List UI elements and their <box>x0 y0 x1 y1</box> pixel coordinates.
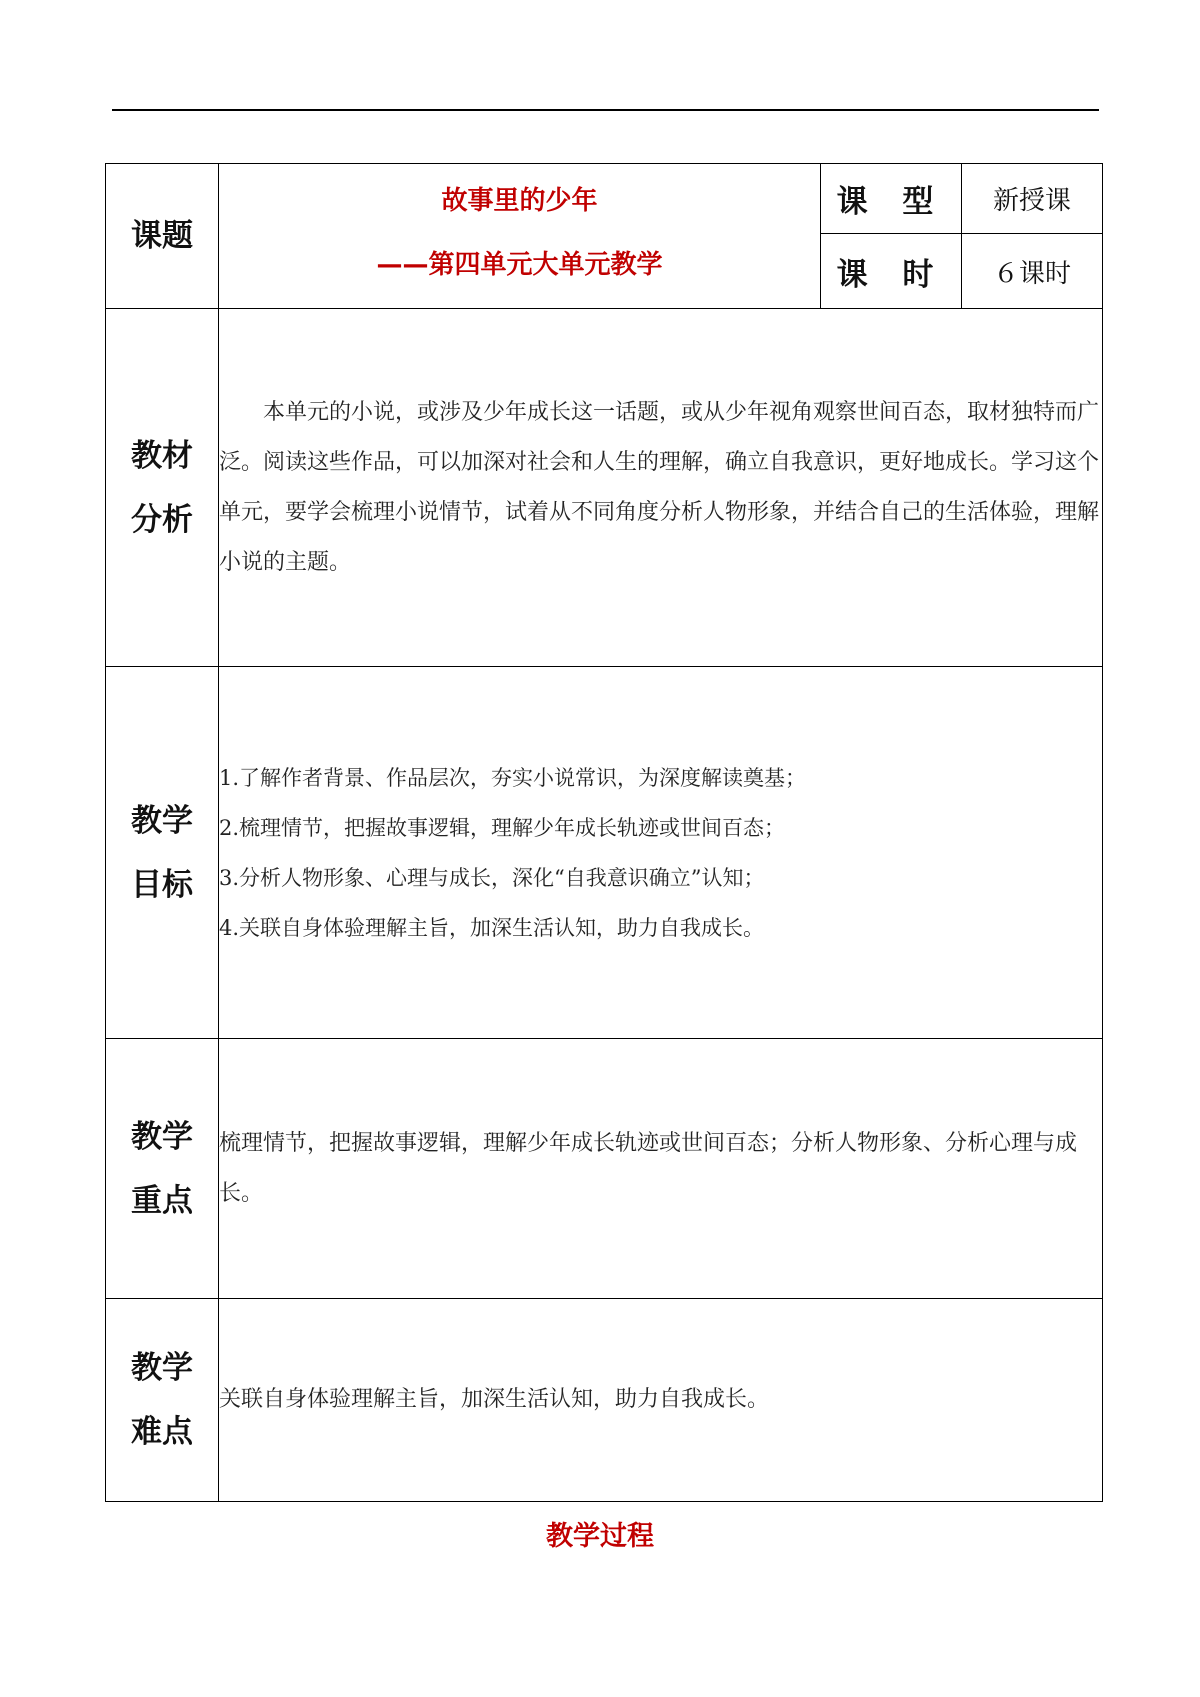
key-points-label-line1: 教学 <box>131 1118 193 1155</box>
objectives-label-line2: 目标 <box>131 866 193 903</box>
objectives-cell <box>219 667 1103 1039</box>
key-points-cell <box>219 1039 1103 1299</box>
lesson-type-label: 课 型 <box>821 164 962 234</box>
key-points-label <box>106 1039 219 1299</box>
analysis-text: 本单元的小说，或涉及少年成长这一话题，或从少年视角观察世间百态，取材独特而广泛。阅读这些作品，可以加深对社会和人生的理解，确立自我意识，更好地成长。学习这个单元，要学会梳理小说情节，试着从不同角度分析人物形象，并结合自己的生活体验，理解小说的主题。 <box>219 399 1100 575</box>
analysis-label-line2: 分析 <box>131 501 193 538</box>
lesson-title-sub: ——第四单元大单元教学 <box>376 250 663 280</box>
process-heading: 教学过程 <box>546 1521 654 1552</box>
lesson-type-value: 新授课 <box>962 164 1103 234</box>
lesson-title <box>219 164 821 309</box>
lesson-title-main: 故事里的少年 <box>441 186 598 216</box>
analysis-cell <box>219 309 1103 667</box>
title-label: 课题 <box>106 164 219 309</box>
objective-item: 2.梳理情节，把握故事逻辑，理解少年成长轨迹或世间百态； <box>219 815 786 840</box>
objectives-list <box>219 753 1102 953</box>
analysis-label <box>106 309 219 667</box>
objective-item: 3.分析人物形象、心理与成长，深化“自我意识确立”认知； <box>219 865 765 890</box>
objectives-label <box>106 667 219 1039</box>
analysis-label-line1: 教材 <box>131 437 193 474</box>
difficulties-text: 关联自身体验理解主旨，加深生活认知，助力自我成长。 <box>219 1387 770 1412</box>
difficulties-label <box>106 1299 219 1502</box>
difficulties-cell <box>219 1299 1103 1502</box>
lesson-hours-label: 课 时 <box>821 234 962 309</box>
objective-item: 1.了解作者背景、作品层次，夯实小说常识，为深度解读奠基； <box>219 765 807 790</box>
key-points-label-line2: 重点 <box>131 1182 193 1219</box>
header-rule <box>112 109 1099 111</box>
key-points-text: 梳理情节，把握故事逻辑，理解少年成长轨迹或世间百态；分析人物形象、分析心理与成长。 <box>219 1130 1078 1206</box>
objective-item: 4.关联自身体验理解主旨，加深生活认知，助力自我成长。 <box>219 915 765 940</box>
objectives-label-line1: 教学 <box>131 802 193 839</box>
difficulties-label-line1: 教学 <box>131 1350 193 1386</box>
difficulties-label-line2: 难点 <box>131 1414 193 1450</box>
lesson-hours-value: ６课时 <box>962 234 1103 309</box>
lesson-plan-table <box>105 163 1103 1502</box>
